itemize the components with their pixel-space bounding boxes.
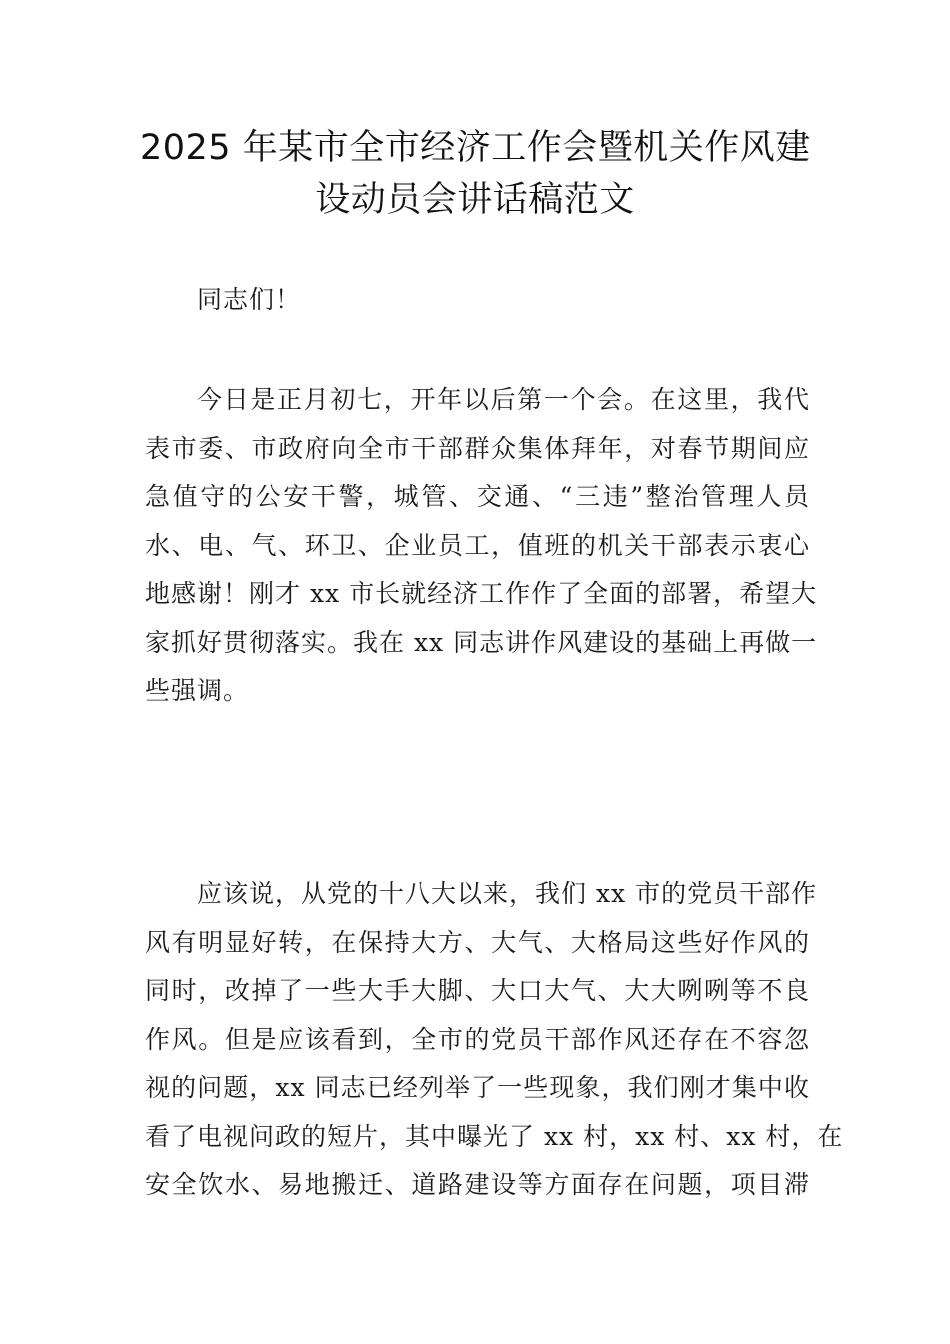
paragraph-line: 表市委、市政府向全市干部群众集体拜年，对春节期间应 xyxy=(145,433,810,463)
title-line: 2025 年某市全市经济工作会暨机关作风建 xyxy=(140,128,811,168)
paragraph-line: 家抓好贯彻落实。我在 xx 同志讲作风建设的基础上再做一 xyxy=(145,627,818,657)
paragraph-line: 安全饮水、易地搬迁、道路建设等方面存在问题，项目滞 xyxy=(145,1170,810,1199)
paragraph-line: 些强调。 xyxy=(145,676,250,705)
body-paragraph-2 xyxy=(145,870,844,1210)
paragraph-line: 同时，改掉了一些大手大脚、大口大气、大大咧咧等不良 xyxy=(145,976,810,1005)
body-paragraph-1 xyxy=(145,376,818,716)
paragraph-line: 看了电视问政的短片，其中曝光了 xx 村，xx 村、xx 村，在 xyxy=(145,1121,844,1151)
title-line: 设动员会讲话稿范文 xyxy=(315,180,635,220)
paragraph-line: 水、电、气、环卫、企业员工，值班的机关干部表示衷心 xyxy=(145,530,810,560)
greeting-paragraph xyxy=(145,276,810,325)
paragraph-line: 视的问题，xx 同志已经列举了一些现象，我们刚才集中收 xyxy=(145,1073,810,1102)
document-title xyxy=(140,122,810,226)
paragraph-line: 应该说，从党的十八大以来，我们 xx 市的党员干部作 xyxy=(197,879,818,908)
paragraph-line: 风有明显好转，在保持大方、大气、大格局这些好作风的 xyxy=(145,927,810,957)
paragraph-line: 作风。但是应该看到，全市的党员干部作风还存在不容忽 xyxy=(145,1024,810,1054)
paragraph-line: 地感谢！刚才 xx 市长就经济工作作了全面的部署，希望大 xyxy=(145,579,818,608)
paragraph-line: 急值守的公安干警，城管、交通、“三违”整治管理人员 xyxy=(145,482,810,511)
greeting-text: 同志们！ xyxy=(197,285,302,314)
paragraph-line: 今日是正月初七，开年以后第一个会。在这里，我代 xyxy=(197,385,810,414)
